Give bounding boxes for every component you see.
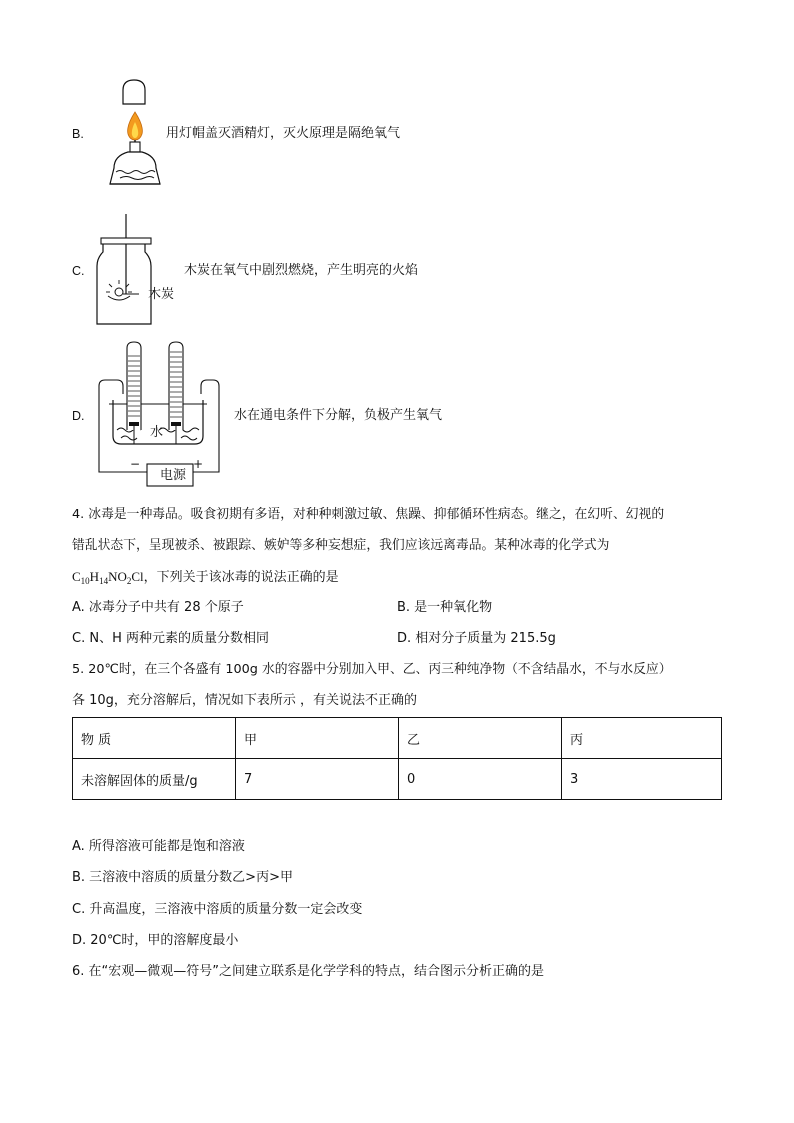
q5-option-a: A. 所得溶液可能都是饱和溶液 [72, 839, 245, 854]
q5-line1: 5. 20℃时，在三个各盛有 100g 水的容器中分别加入甲、乙、丙三种纯净物（不含结晶水，不与水反应） [72, 662, 672, 677]
option-c-text: 木炭在氧气中剧烈燃烧，产生明亮的火焰 [184, 263, 419, 278]
q6-line1: 6. 在“宏观—微观—符号”之间建立联系是化学学科的特点，结合图示分析正确的是 [72, 964, 545, 979]
q4-line1: 4. 冰毒是一种毒品。吸食初期有多语，对种种刺激过敏、焦躁、抑郁循环性病态。继之，在幻听、幻视的 [72, 507, 665, 522]
lamp-cap [123, 80, 145, 104]
table-row [73, 759, 722, 800]
option-d-text: 水在通电条件下分解，负极产生氧气 [234, 408, 443, 423]
q4-line2: 错乱状态下，呈现被杀、被跟踪、嫉妒等多种妄想症，我们应该远离毒品。某种冰毒的化学式为 [72, 538, 610, 553]
power-label: 电源 [160, 468, 187, 483]
q5-option-d: D. 20℃时，甲的溶解度最小 [72, 933, 239, 948]
charcoal-label: 木炭 [148, 287, 175, 302]
electrolysis-figure [95, 338, 225, 478]
option-b-letter: B. [72, 127, 84, 141]
q4-line3: $C_{10}H_{14}NO_2Cl$，下列关于该冰毒的说法正确的是 [72, 569, 339, 586]
table-cell: 甲 [236, 718, 399, 759]
option-d-letter: D. [72, 409, 85, 423]
table-cell: 乙 [399, 718, 562, 759]
table-cell: 未溶解固体的质量/g [73, 759, 236, 800]
q4-option-a: A. 冰毒分子中共有 28 个原子 [72, 600, 244, 615]
plus-sign: + [193, 457, 204, 471]
minus-sign: − [130, 457, 141, 471]
solubility-table [72, 717, 722, 800]
table-cell: 丙 [562, 718, 722, 759]
option-b-text: 用灯帽盖灭酒精灯，灭火原理是隔绝氧气 [166, 126, 401, 141]
q4-option-c: C. N、H 两种元素的质量分数相同 [72, 631, 269, 646]
q5-option-b: B. 三溶液中溶质的质量分数乙>丙>甲 [72, 870, 293, 885]
table-cell: 0 [399, 759, 562, 800]
formula: $C_{10}H_{14}NO_2Cl$ [72, 569, 144, 586]
q4-option-b: B. 是一种氧化物 [397, 600, 493, 615]
table-header-row [73, 718, 722, 759]
table-cell: 3 [562, 759, 722, 800]
q4-option-d: D. 相对分子质量为 215.5g [397, 631, 556, 646]
gas-jar [97, 244, 151, 324]
q5-line2: 各 10g，充分溶解后，情况如下表所示 ，有关说法不正确的 [72, 693, 418, 708]
water-label: 水 [150, 425, 164, 440]
gas-jar-figure [95, 212, 155, 326]
q5-option-c: C. 升高温度，三溶液中溶质的质量分数一定会改变 [72, 902, 363, 917]
table-cell: 物 质 [73, 718, 236, 759]
option-c-letter: C. [72, 264, 85, 278]
alcohol-lamp-figure [100, 76, 170, 190]
table-cell: 7 [236, 759, 399, 800]
